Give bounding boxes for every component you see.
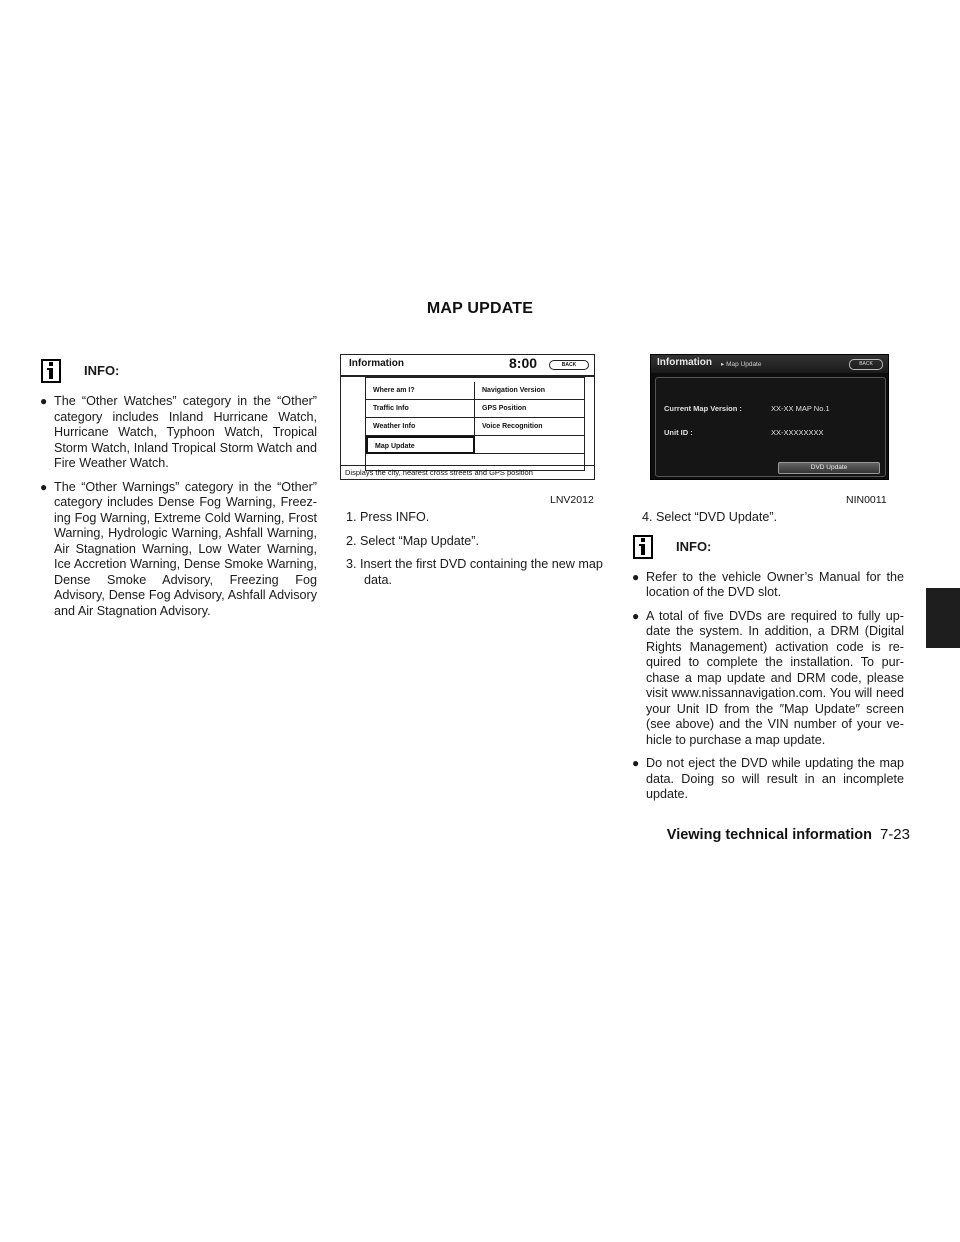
screen-title: Information (349, 358, 404, 369)
dvd-update-button: DVD Update (778, 462, 880, 474)
figure-label: NIN0011 (846, 494, 887, 506)
unit-id-label: Unit ID : (664, 428, 693, 437)
bullet-icon: ● (632, 756, 640, 770)
bullet-icon: ● (40, 394, 48, 408)
information-screen-figure (340, 354, 595, 480)
menu-item-empty (475, 436, 584, 454)
screen-title: Information (657, 357, 712, 368)
chapter-tab-marker (926, 588, 960, 648)
bullet-text: Do not eject the DVD while updating the map data. Doing so will result in an incomplete update. (646, 756, 904, 801)
screen-header (651, 355, 888, 373)
list-item (632, 756, 904, 803)
back-button: BACK (849, 359, 883, 370)
menu-item-where-am-i: Where am I? (366, 382, 475, 400)
menu-item-navigation-version: Navigation Version (475, 382, 584, 400)
map-update-screen-figure (650, 354, 889, 480)
right-column (632, 502, 904, 803)
page-number: 7-23 (879, 826, 910, 843)
step-item: 1. Press INFO. (346, 510, 430, 524)
menu-item-map-update: Map Update (366, 436, 475, 454)
menu-item-voice-recognition: Voice Recognition (475, 418, 584, 436)
info-panel (655, 377, 886, 477)
step-item: 4. Select “DVD Update”. (642, 510, 778, 524)
info-label: INFO: (84, 363, 120, 379)
screen-status-text: Displays the city, nearest cross streets and GPS position (341, 465, 594, 479)
map-version-value: XX-XX MAP No.1 (771, 404, 830, 413)
footer-section-title: Viewing technical information (666, 827, 872, 843)
section-title: MAP UPDATE (426, 300, 534, 317)
info-header (632, 532, 904, 562)
list-item (40, 480, 317, 620)
bullet-text: A total of five DVDs are required to fully up-date the system. In addition, a DRM (Digital Rights Management) activation code is re-quired to complete the installation. To pur-chase a map update and DRM code, please visit www.nissannavigation.com. You will need your Unit ID from the ″Map Update″ screen (see above) and the VIN number of your ve-hicle to purchase a map update. (646, 608, 904, 747)
menu-item-weather-info: Weather Info (366, 418, 475, 436)
clock-time: 8:00 (509, 355, 538, 371)
back-button: BACK (549, 360, 589, 370)
bullet-text: The “Other Warnings” category in the “Other” category includes Dense Fog Warning, Freez-ing Fog Warning, Extreme Cold Warning, Frost Warning, Hydrologic Warning, Ashfall Warning, Air Stagnation Warning, Low Water Warning, Ice Accretion Warning, Dense Smoke Warning, Dense Smoke Advisory, Freezing Fog Advisory, Dense Fog Advisory, Ashfall Advisory and Air Stagnation Advisory. (54, 479, 317, 618)
breadcrumb: ▸ Map Update (721, 361, 762, 368)
bullet-text: Refer to the vehicle Owner’s Manual for the location of the DVD slot. (646, 569, 904, 599)
bullet-icon: ● (40, 479, 48, 494)
screen-header (341, 355, 594, 377)
bullet-icon: ● (632, 608, 640, 623)
unit-id-value: XX-XXXXXXXX (771, 428, 824, 437)
info-label: INFO: (676, 538, 712, 554)
menu-item-gps-position: GPS Position (475, 400, 584, 418)
bullet-text: The “Other Watches” category in the “Other” category includes Inland Hurricane Watch, Hurricane Watch, Typhoon Watch, Tropical Storm Watch, Inland Tropical Storm Watch and Fire Weather Watch. (54, 394, 317, 470)
bullet-icon: ● (632, 569, 640, 584)
page-footer (640, 826, 910, 843)
middle-column (336, 502, 608, 588)
left-column (40, 356, 317, 619)
info-icon (40, 358, 62, 384)
menu-item-traffic-info: Traffic Info (366, 400, 475, 418)
info-header (40, 356, 317, 386)
step-item: 3. Insert the first DVD containing the new map data. (346, 557, 603, 587)
list-item (632, 570, 904, 601)
figure-label: LNV2012 (550, 494, 594, 506)
map-version-label: Current Map Version : (664, 404, 742, 413)
list-item (40, 394, 317, 472)
list-item (632, 609, 904, 749)
step-item: 2. Select “Map Update”. (346, 533, 479, 548)
info-icon (632, 534, 654, 560)
menu-grid (365, 377, 585, 471)
